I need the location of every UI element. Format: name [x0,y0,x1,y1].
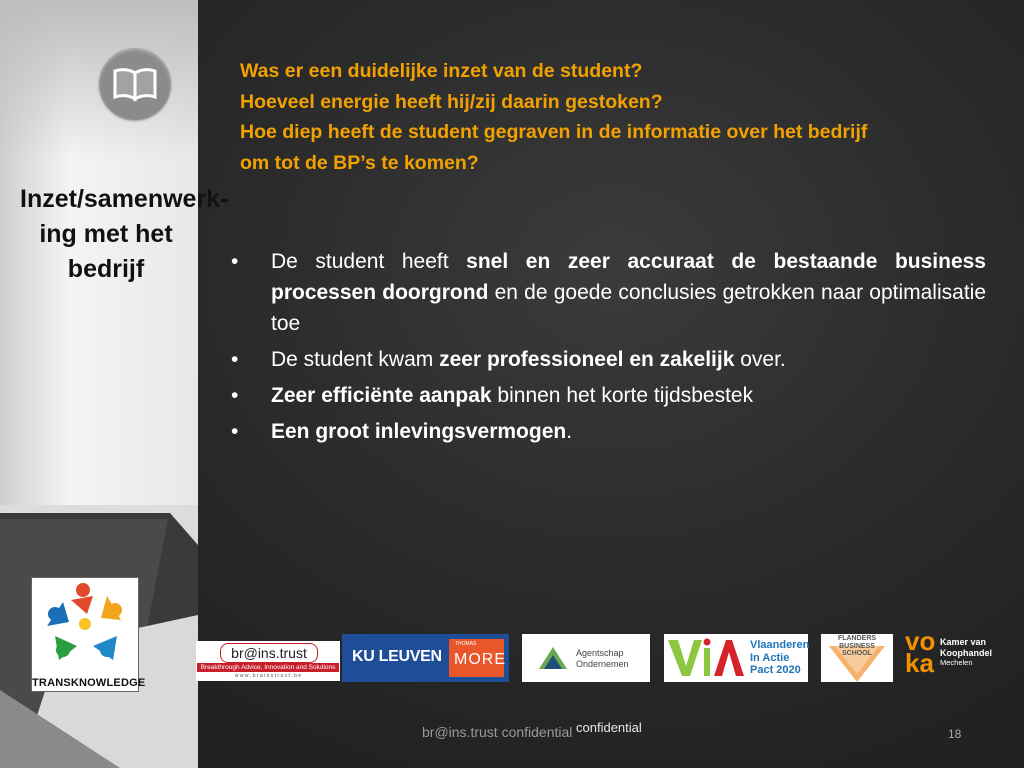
flanders-line: BUSINESS [839,642,875,650]
via-line: Vlaanderen [750,639,810,651]
flanders-line: SCHOOL [842,650,872,657]
bullet-text: De student kwam [271,348,440,371]
question-line: Hoe diep heeft de student gegraven in de informatie over het bedrijf [240,121,868,143]
bullet-dot: • [231,250,239,273]
via-mark-icon [668,638,742,678]
voka-text [940,637,992,669]
via-line: In Actie [750,651,790,664]
voka-line: Mechelen [940,658,973,667]
thomas-more-block [449,639,504,677]
section-title [20,182,229,287]
bullet-item [228,246,986,339]
voka-mark: voka [905,626,936,678]
transknowledge-logo [31,577,146,692]
ku-leuven-wordmark: KU LEUVEN [352,648,442,665]
question-line: Hoeveel energie heeft hij/zij daarin gestoken? [240,90,663,113]
section-title-text: Inzet/samenwerk-ing met het bedrijf [20,185,229,283]
bullet-bold-text: snel en zeer accuraat de bestaande business processen doorgrond [271,250,986,304]
via-text [750,639,809,677]
bullet-dot: • [231,348,239,371]
flanders-business-school-logo [821,634,893,682]
bullet-bold-text: Een groot inlevingsvermogen [271,420,567,443]
flanders-text [821,635,893,658]
voka-line: Koophandel [940,647,992,658]
bullet-text: De student heeft [271,250,467,273]
footer-overlay-text: confidential [576,720,642,735]
brains-trust-url: w w w . b r a i n s t r u s t . b e [234,673,302,679]
transknowledge-label: TRANSKNOWLEDGE [32,677,146,689]
page-number: 18 [948,727,962,741]
bullet-dot: • [231,420,239,443]
bullet-text: . [566,420,573,443]
bullet-bold-text: zeer professioneel en zakelijk [439,348,735,371]
voka-logo [905,626,1005,682]
bullet-bold-text: Zeer efficiënte aanpak [271,384,492,407]
vlaanderen-in-actie-logo [664,634,808,682]
footer-text: br@ins.trust confidential [422,724,573,740]
agentschap-line: Ondernemen [576,659,629,669]
bullet-text: en de goede conclusies getrokken naar optimalisatie toe [271,281,986,335]
thomas-more-wordmark: MORE [454,651,506,668]
brains-trust-logo [196,641,340,681]
brains-trust-wordmark: br@ins.trust [220,643,318,663]
book-icon [99,48,171,120]
bullet-dot: • [231,384,239,407]
voka-line: Kamer van [940,637,987,647]
bullet-item [228,416,986,447]
via-line: Pact 2020 [750,664,801,676]
bullet-text: binnen het korte tijdsbestek [491,384,754,407]
agentschap-ondernemen-logo [522,634,650,682]
guiding-questions [240,56,1000,178]
flanders-line: FLANDERS [837,635,877,642]
agentschap-mark-icon [536,645,570,671]
people-ring-icon [32,578,138,670]
bullet-text: over. [734,348,786,371]
agentschap-line: Agentschap [576,648,624,658]
question-line: om tot de BP’s te komen? [240,151,479,174]
assessment-bullets [228,246,986,452]
ku-leuven-thomas-more-logo [342,634,509,682]
agentschap-text [576,648,629,670]
thomas-more-small: THOMAS [455,641,477,647]
bullet-item [228,344,986,375]
bullet-item [228,380,986,411]
question-line: Was er een duidelijke inzet van de student? [240,60,643,82]
brains-trust-tagline: Breakthrough Advice, Innovation and Solutions [197,663,339,672]
